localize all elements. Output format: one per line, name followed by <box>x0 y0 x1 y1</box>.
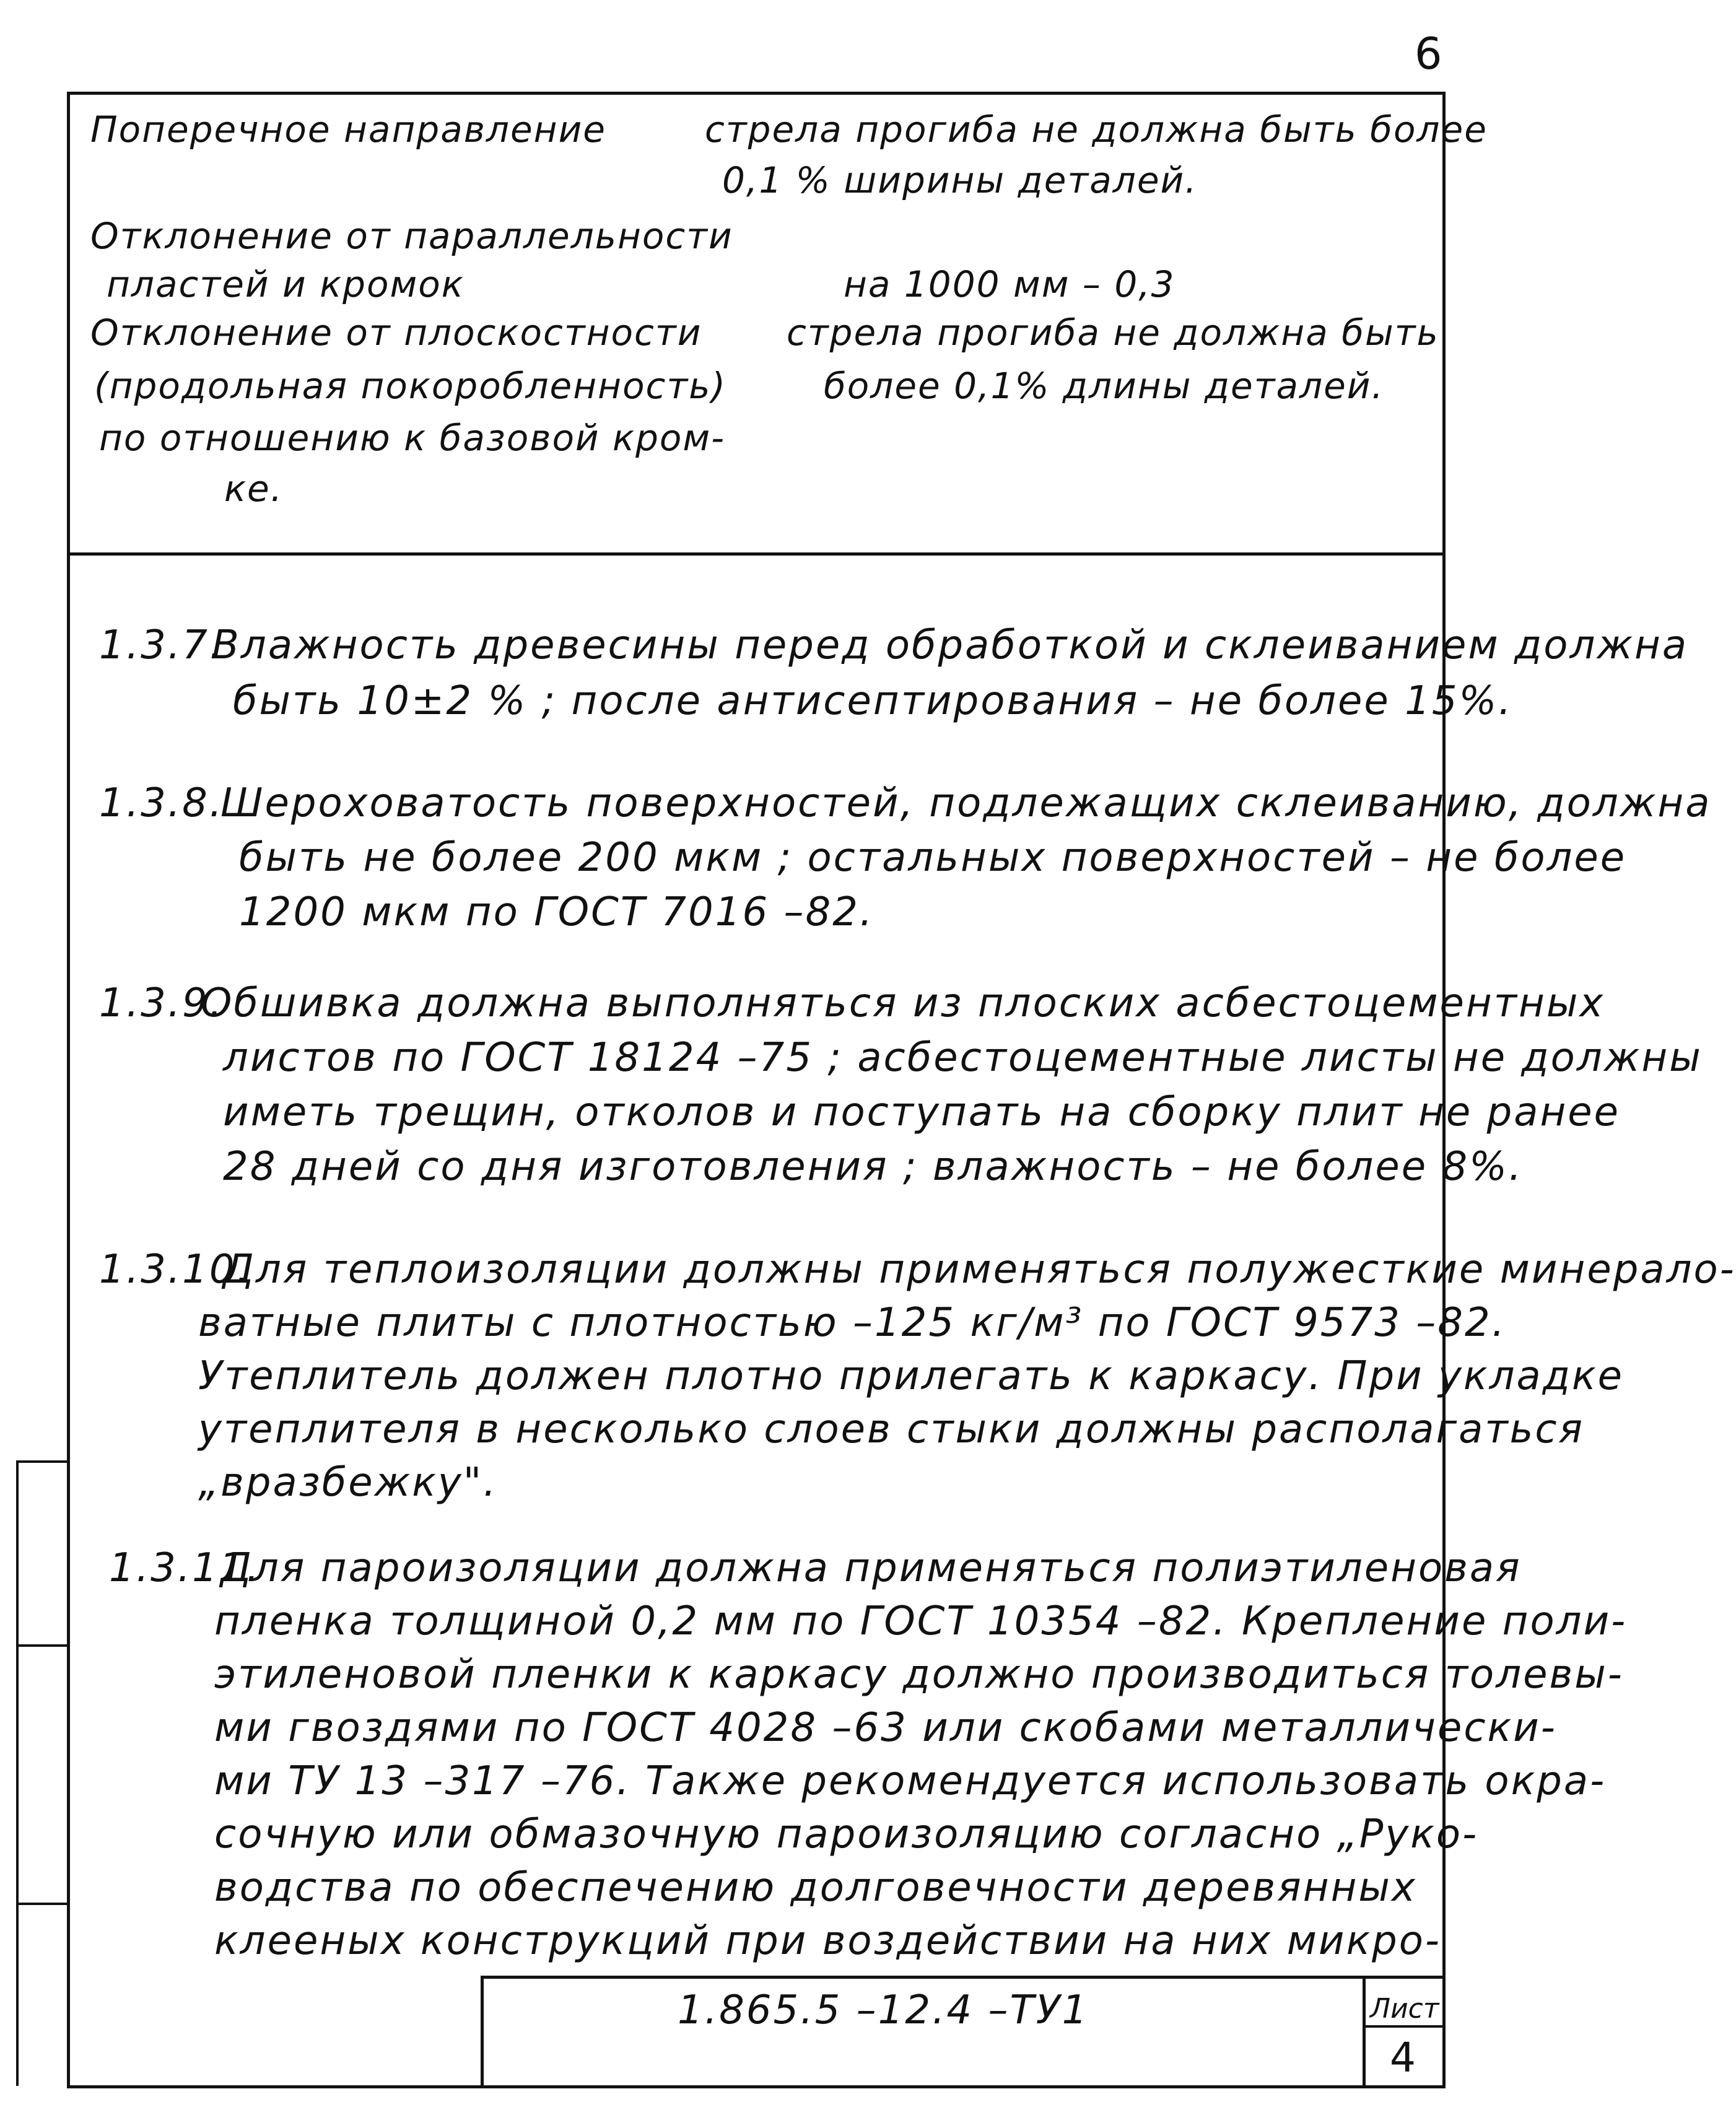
binding-strip-line <box>16 1644 68 1647</box>
table-right-line: на 1000 мм – 0,3 <box>844 263 1176 305</box>
sheet-label: Лист <box>1370 1993 1439 2025</box>
paragraph-line: Утеплитель должен плотно прилегать к каркасу. При укладке <box>198 1353 1624 1399</box>
table-right-line: более 0,1% длины деталей. <box>824 365 1384 407</box>
table-left-line: Отклонение от параллельности <box>90 215 733 257</box>
table-left-line: Поперечное направление <box>90 108 606 150</box>
paragraph-line: Для пароизоляции должна применяться полиэтиленовая <box>220 1545 1522 1591</box>
table-left-line: по отношению к базовой кром- <box>99 417 726 459</box>
paragraph-line: ми гвоздями по ГОСТ 4028 –63 или скобами металлически- <box>214 1705 1557 1751</box>
paragraph-line: быть 10±2 % ; после антисептирования – не более 15%. <box>233 678 1513 724</box>
paragraph-line: быть не более 200 мкм ; остальных поверхностей – не более <box>239 835 1627 881</box>
paragraph-line: клееных конструкций при воздействии на них микро- <box>214 1918 1441 1964</box>
paragraph-line: утеплителя в несколько слоев стыки должны располагаться <box>198 1406 1584 1452</box>
binding-strip-line <box>16 1460 68 1463</box>
paragraph-number: 1.3.8. <box>99 780 224 826</box>
paragraph-line: Обшивка должна выполняться из плоских асбестоцементных <box>201 980 1605 1026</box>
paragraph-line: Для теплоизоляции должны применяться полужесткие минерало- <box>223 1247 1736 1293</box>
paragraph-line: „вразбежку". <box>198 1460 498 1506</box>
table-left-line: пластей и кромок <box>107 263 465 305</box>
frame-top <box>67 92 1446 95</box>
table-right-line: стрела прогиба не должна быть более <box>705 108 1488 150</box>
frame-bottom <box>67 2085 1446 2088</box>
table-left-line: Отклонение от плоскостности <box>90 312 702 354</box>
title-block-sheet-hline <box>1363 2025 1446 2028</box>
table-left-line: (продольная покоробленность) <box>94 365 727 407</box>
frame-left <box>67 92 70 2088</box>
paragraph-line: Влажность древесины перед обработкой и склеиванием должна <box>212 622 1689 668</box>
binding-strip-edge <box>16 1460 19 2086</box>
table-right-line: 0,1 % ширины деталей. <box>722 159 1198 201</box>
table-left-line: ке. <box>224 468 284 510</box>
paragraph-number: 1.3.11. <box>109 1545 261 1591</box>
title-block-top <box>481 1976 1446 1979</box>
paragraph-number: 1.3.9. <box>99 980 224 1026</box>
paragraph-number: 1.3.7. <box>99 622 224 668</box>
paragraph-line: иметь трещин, отколов и поступать на сборку плит не ранее <box>223 1089 1621 1135</box>
paragraph-number: 1.3.10. <box>99 1247 251 1293</box>
paragraph-line: сочную или обмазочную пароизоляцию согласно „Руко- <box>214 1812 1479 1857</box>
document-code: 1.865.5 –12.4 –ТУ1 <box>678 1987 1089 2033</box>
sheet-number: 4 <box>1390 2034 1418 2082</box>
title-block-left <box>481 1976 484 2087</box>
page-number: 6 <box>1415 28 1444 79</box>
paragraph-line: Шероховатость поверхностей, подлежащих склеиванию, должна <box>220 780 1712 826</box>
paragraph-line: листов по ГОСТ 18124 –75 ; асбестоцементные листы не должны <box>223 1035 1703 1081</box>
table-right-line: стрела прогиба не должна быть <box>787 312 1439 354</box>
binding-strip-line <box>16 1903 68 1905</box>
paragraph-line: этиленовой пленки к каркасу должно производиться толевы- <box>214 1652 1624 1698</box>
paragraph-line: ватные плиты с плотностью –125 кг/м³ по ГОСТ 9573 –82. <box>198 1300 1507 1346</box>
paragraph-line: 28 дней со дня изготовления ; влажность – не более 8%. <box>223 1144 1524 1190</box>
paragraph-line: водства по обеспечению долговечности деревянных <box>214 1865 1417 1911</box>
paragraph-line: 1200 мкм по ГОСТ 7016 –82. <box>239 889 875 935</box>
paragraph-line: ми ТУ 13 –317 –76. Также рекомендуется использовать окра- <box>214 1758 1607 1804</box>
title-block-sheet-divider <box>1363 1976 1366 2087</box>
table-divider <box>67 552 1446 556</box>
paragraph-line: пленка толщиной 0,2 мм по ГОСТ 10354 –82. Крепление поли- <box>214 1598 1628 1644</box>
